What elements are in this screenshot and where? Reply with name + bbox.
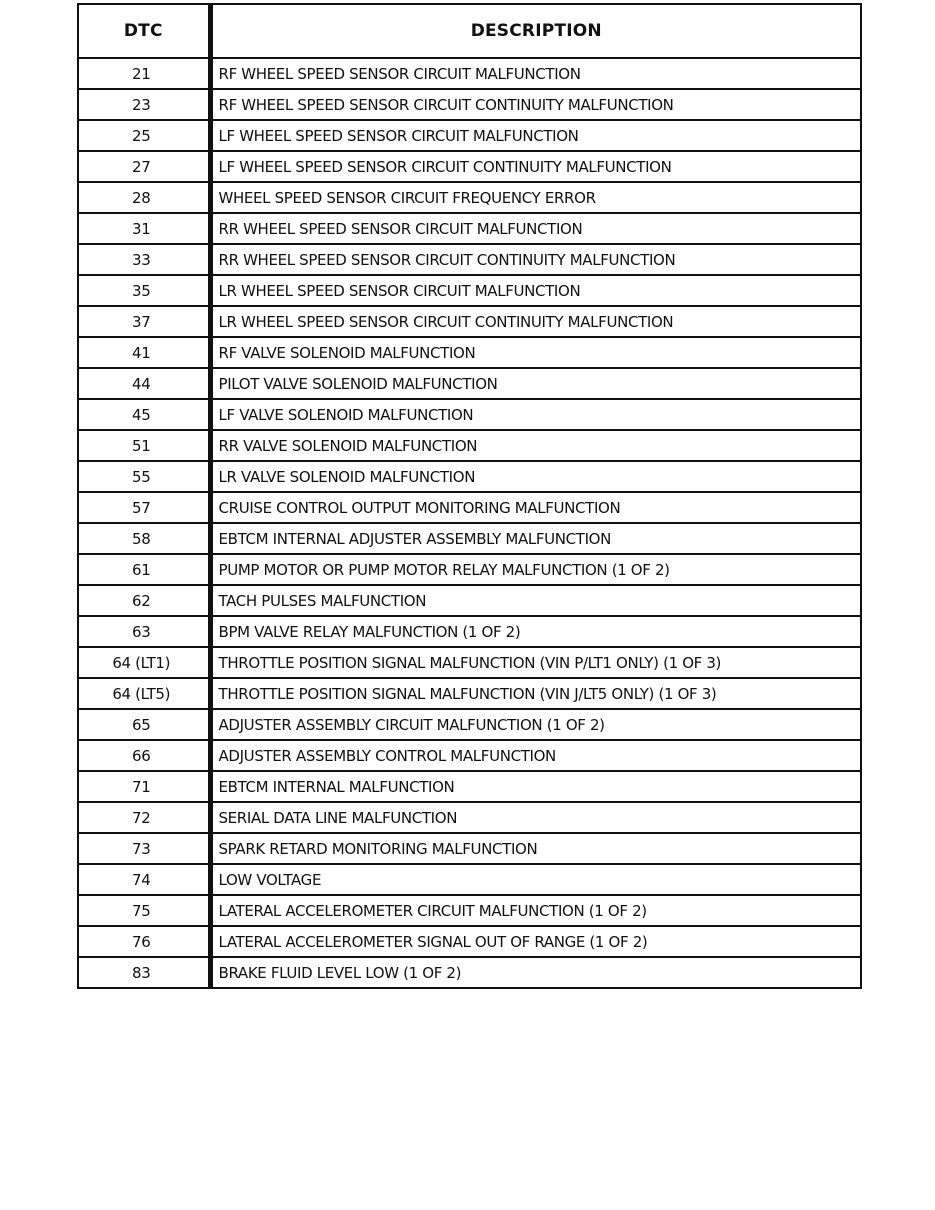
table-row	[78, 678, 861, 709]
table-header	[78, 4, 861, 58]
dtc-code-cell: 31	[78, 213, 210, 244]
dtc-description-cell: RF VALVE SOLENOID MALFUNCTION	[210, 337, 861, 368]
dtc-code-cell: 83	[78, 957, 210, 988]
dtc-column-header: DTC	[78, 4, 210, 58]
table-row	[78, 926, 861, 957]
dtc-description-cell: RR VALVE SOLENOID MALFUNCTION	[210, 430, 861, 461]
table-row	[78, 89, 861, 120]
dtc-code-cell: 28	[78, 182, 210, 213]
table-row	[78, 895, 861, 926]
dtc-description-cell: EBTCM INTERNAL ADJUSTER ASSEMBLY MALFUNCTION	[210, 523, 861, 554]
table-row	[78, 306, 861, 337]
dtc-code-cell: 35	[78, 275, 210, 306]
dtc-description-cell: ADJUSTER ASSEMBLY CONTROL MALFUNCTION	[210, 740, 861, 771]
dtc-description-cell: LR VALVE SOLENOID MALFUNCTION	[210, 461, 861, 492]
dtc-description-cell: RF WHEEL SPEED SENSOR CIRCUIT MALFUNCTION	[210, 58, 861, 89]
table-row	[78, 554, 861, 585]
table-body	[78, 58, 861, 988]
dtc-code-cell: 61	[78, 554, 210, 585]
table-row	[78, 368, 861, 399]
dtc-code-cell: 71	[78, 771, 210, 802]
table-row	[78, 585, 861, 616]
table-row	[78, 864, 861, 895]
table-row	[78, 740, 861, 771]
table-row	[78, 151, 861, 182]
table-row	[78, 58, 861, 89]
dtc-description-cell: LATERAL ACCELEROMETER CIRCUIT MALFUNCTION (1 OF 2)	[210, 895, 861, 926]
dtc-code-cell: 65	[78, 709, 210, 740]
dtc-code-cell: 66	[78, 740, 210, 771]
table-row	[78, 461, 861, 492]
table-row	[78, 523, 861, 554]
dtc-description-cell: THROTTLE POSITION SIGNAL MALFUNCTION (VIN P/LT1 ONLY) (1 OF 3)	[210, 647, 861, 678]
table-row	[78, 120, 861, 151]
dtc-code-cell: 72	[78, 802, 210, 833]
table-row	[78, 492, 861, 523]
dtc-description-cell: LF WHEEL SPEED SENSOR CIRCUIT CONTINUITY MALFUNCTION	[210, 151, 861, 182]
dtc-description-cell: LOW VOLTAGE	[210, 864, 861, 895]
dtc-code-cell: 63	[78, 616, 210, 647]
dtc-description-cell: ADJUSTER ASSEMBLY CIRCUIT MALFUNCTION (1 OF 2)	[210, 709, 861, 740]
table-row	[78, 647, 861, 678]
table-row	[78, 957, 861, 988]
dtc-code-cell: 64 (LT1)	[78, 647, 210, 678]
dtc-code-cell: 55	[78, 461, 210, 492]
dtc-code-cell: 57	[78, 492, 210, 523]
table-row	[78, 709, 861, 740]
dtc-description-cell: RR WHEEL SPEED SENSOR CIRCUIT MALFUNCTION	[210, 213, 861, 244]
table-row	[78, 213, 861, 244]
dtc-code-cell: 75	[78, 895, 210, 926]
dtc-description-cell: PUMP MOTOR OR PUMP MOTOR RELAY MALFUNCTION (1 OF 2)	[210, 554, 861, 585]
table-row	[78, 337, 861, 368]
dtc-description-cell: LATERAL ACCELEROMETER SIGNAL OUT OF RANGE (1 OF 2)	[210, 926, 861, 957]
dtc-code-cell: 41	[78, 337, 210, 368]
dtc-code-cell: 73	[78, 833, 210, 864]
dtc-code-cell: 64 (LT5)	[78, 678, 210, 709]
dtc-description-cell: THROTTLE POSITION SIGNAL MALFUNCTION (VIN J/LT5 ONLY) (1 OF 3)	[210, 678, 861, 709]
dtc-code-cell: 51	[78, 430, 210, 461]
dtc-description-cell: WHEEL SPEED SENSOR CIRCUIT FREQUENCY ERROR	[210, 182, 861, 213]
table-row	[78, 802, 861, 833]
header-row	[78, 4, 861, 58]
table-row	[78, 771, 861, 802]
dtc-description-cell: LF VALVE SOLENOID MALFUNCTION	[210, 399, 861, 430]
dtc-code-cell: 21	[78, 58, 210, 89]
dtc-description-cell: SPARK RETARD MONITORING MALFUNCTION	[210, 833, 861, 864]
dtc-description-cell: BRAKE FLUID LEVEL LOW (1 OF 2)	[210, 957, 861, 988]
dtc-code-cell: 62	[78, 585, 210, 616]
dtc-code-cell: 27	[78, 151, 210, 182]
dtc-code-cell: 44	[78, 368, 210, 399]
dtc-description-cell: TACH PULSES MALFUNCTION	[210, 585, 861, 616]
dtc-description-cell: SERIAL DATA LINE MALFUNCTION	[210, 802, 861, 833]
dtc-description-cell: LR WHEEL SPEED SENSOR CIRCUIT CONTINUITY MALFUNCTION	[210, 306, 861, 337]
table-row	[78, 275, 861, 306]
table-row	[78, 182, 861, 213]
table-row	[78, 430, 861, 461]
dtc-code-cell: 33	[78, 244, 210, 275]
dtc-code-cell: 37	[78, 306, 210, 337]
dtc-code-cell: 45	[78, 399, 210, 430]
dtc-table	[77, 3, 862, 989]
dtc-code-cell: 23	[78, 89, 210, 120]
dtc-description-cell: LR WHEEL SPEED SENSOR CIRCUIT MALFUNCTION	[210, 275, 861, 306]
dtc-description-cell: PILOT VALVE SOLENOID MALFUNCTION	[210, 368, 861, 399]
dtc-code-cell: 58	[78, 523, 210, 554]
dtc-description-cell: RF WHEEL SPEED SENSOR CIRCUIT CONTINUITY MALFUNCTION	[210, 89, 861, 120]
dtc-code-cell: 25	[78, 120, 210, 151]
dtc-description-cell: LF WHEEL SPEED SENSOR CIRCUIT MALFUNCTION	[210, 120, 861, 151]
dtc-description-cell: RR WHEEL SPEED SENSOR CIRCUIT CONTINUITY MALFUNCTION	[210, 244, 861, 275]
table-row	[78, 833, 861, 864]
dtc-description-cell: BPM VALVE RELAY MALFUNCTION (1 OF 2)	[210, 616, 861, 647]
table-row	[78, 244, 861, 275]
dtc-description-cell: CRUISE CONTROL OUTPUT MONITORING MALFUNCTION	[210, 492, 861, 523]
table-row	[78, 399, 861, 430]
description-column-header: DESCRIPTION	[210, 4, 861, 58]
dtc-code-cell: 76	[78, 926, 210, 957]
table-row	[78, 616, 861, 647]
dtc-description-cell: EBTCM INTERNAL MALFUNCTION	[210, 771, 861, 802]
dtc-code-cell: 74	[78, 864, 210, 895]
